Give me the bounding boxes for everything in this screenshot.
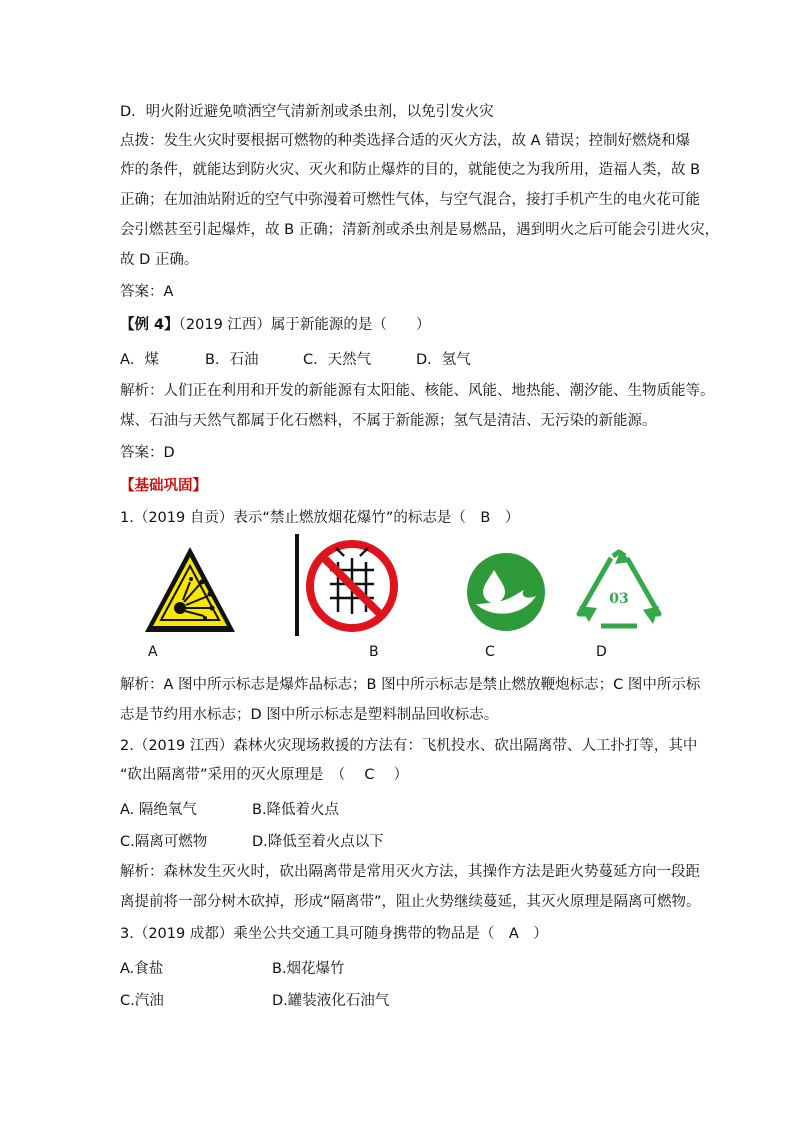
option-c: C.隔离可燃物 — [120, 834, 208, 850]
water-saving-icon — [466, 552, 546, 632]
text-line: 炸的条件，就能达到防火灾、灭火和防止爆炸的目的，就能使之为我所用，造福人类，故 B — [120, 162, 701, 178]
text-line: 解析：A 图中所示标志是爆炸品标志；B 图中所示标志是禁止燃放鞭炮标志；C 图中所示标 — [120, 677, 701, 693]
option-b: B.烟花爆竹 — [272, 961, 345, 977]
question-3: 3.（2019 成都）乘坐公共交通工具可随身携带的物品是（ A ） — [120, 926, 548, 942]
text-line: 正确；在加油站附近的空气中弥漫着可燃性气体，与空气混合，接打手机产生的电火花可能 — [120, 192, 700, 208]
example-tag: 【例 4】 — [120, 317, 179, 333]
option-a: A.食盐 — [120, 961, 164, 977]
recycle-icon — [573, 548, 665, 634]
answer-line: 答案：A — [120, 284, 174, 300]
text-line: D．明火附近避免喷洒空气清新剂或杀虫剂，以免引发火灾 — [120, 104, 494, 120]
option-a: A．煤 — [120, 352, 159, 368]
sign-label-a: A — [148, 644, 158, 660]
example-text: （2019 江西）属于新能源的是（ ） — [178, 317, 431, 333]
text-line: 会引燃甚至引起爆炸，故 B 正确；清新剂或杀虫剂是易燃品，遇到明火之后可能会引进火灾， — [120, 222, 720, 238]
question-1: 1.（2019 自贡）表示“禁止燃放烟花爆竹”的标志是（ B ） — [120, 510, 520, 526]
option-b: B．石油 — [205, 352, 259, 368]
option-d: D.降低至着火点以下 — [252, 834, 384, 850]
example-4-question — [120, 315, 685, 335]
section-heading: 【基础巩固】 — [120, 478, 207, 494]
question-2: 2.（2019 江西）森林火灾现场救援的方法有：飞机投水、砍出隔离带、人工扑打等，其中 — [120, 738, 698, 754]
recycle-number: 03 — [609, 591, 629, 607]
text-line: 点拨：发生火灾时要根据可燃物的种类选择合适的灭火方法，故 A 错误；控制好燃烧和爆 — [120, 133, 691, 149]
explosive-warning-icon — [142, 544, 238, 636]
sign-label-b: B — [369, 644, 379, 660]
answer-line: 答案：D — [120, 445, 175, 461]
option-c: C.汽油 — [120, 993, 164, 1009]
text-line: 故 D 正确。 — [120, 252, 199, 268]
no-fireworks-icon — [292, 534, 404, 638]
option-d: D.罐装液化石油气 — [272, 993, 390, 1009]
option-c: C．天然气 — [303, 352, 372, 368]
option-d: D．氢气 — [416, 352, 471, 368]
sign-label-d: D — [596, 644, 607, 660]
option-b: B.降低着火点 — [252, 802, 340, 818]
text-line: 离提前将一部分树木砍掉，形成“隔离带”，阻止火势继续蔓延，其灭火原理是隔离可燃物。 — [120, 894, 701, 910]
question-2-cont: “砍出隔离带”采用的灭火原理是 （ C ） — [120, 767, 409, 783]
text-line: 志是节约用水标志；D 图中所示标志是塑料制品回收标志。 — [120, 707, 499, 723]
text-line: 解析：人们正在利用和开发的新能源有太阳能、核能、风能、地热能、潮汐能、生物质能等。 — [120, 383, 715, 399]
sign-label-c: C — [485, 644, 495, 660]
option-a: A. 隔绝氧气 — [120, 802, 197, 818]
sign-images — [0, 530, 794, 670]
text-line: 煤、石油与天然气都属于化石燃料，不属于新能源；氢气是清洁、无污染的新能源。 — [120, 413, 657, 429]
text-line: 解析：森林发生灭火时，砍出隔离带是常用灭火方法，其操作方法是距火势蔓延方向一段距 — [120, 864, 700, 880]
